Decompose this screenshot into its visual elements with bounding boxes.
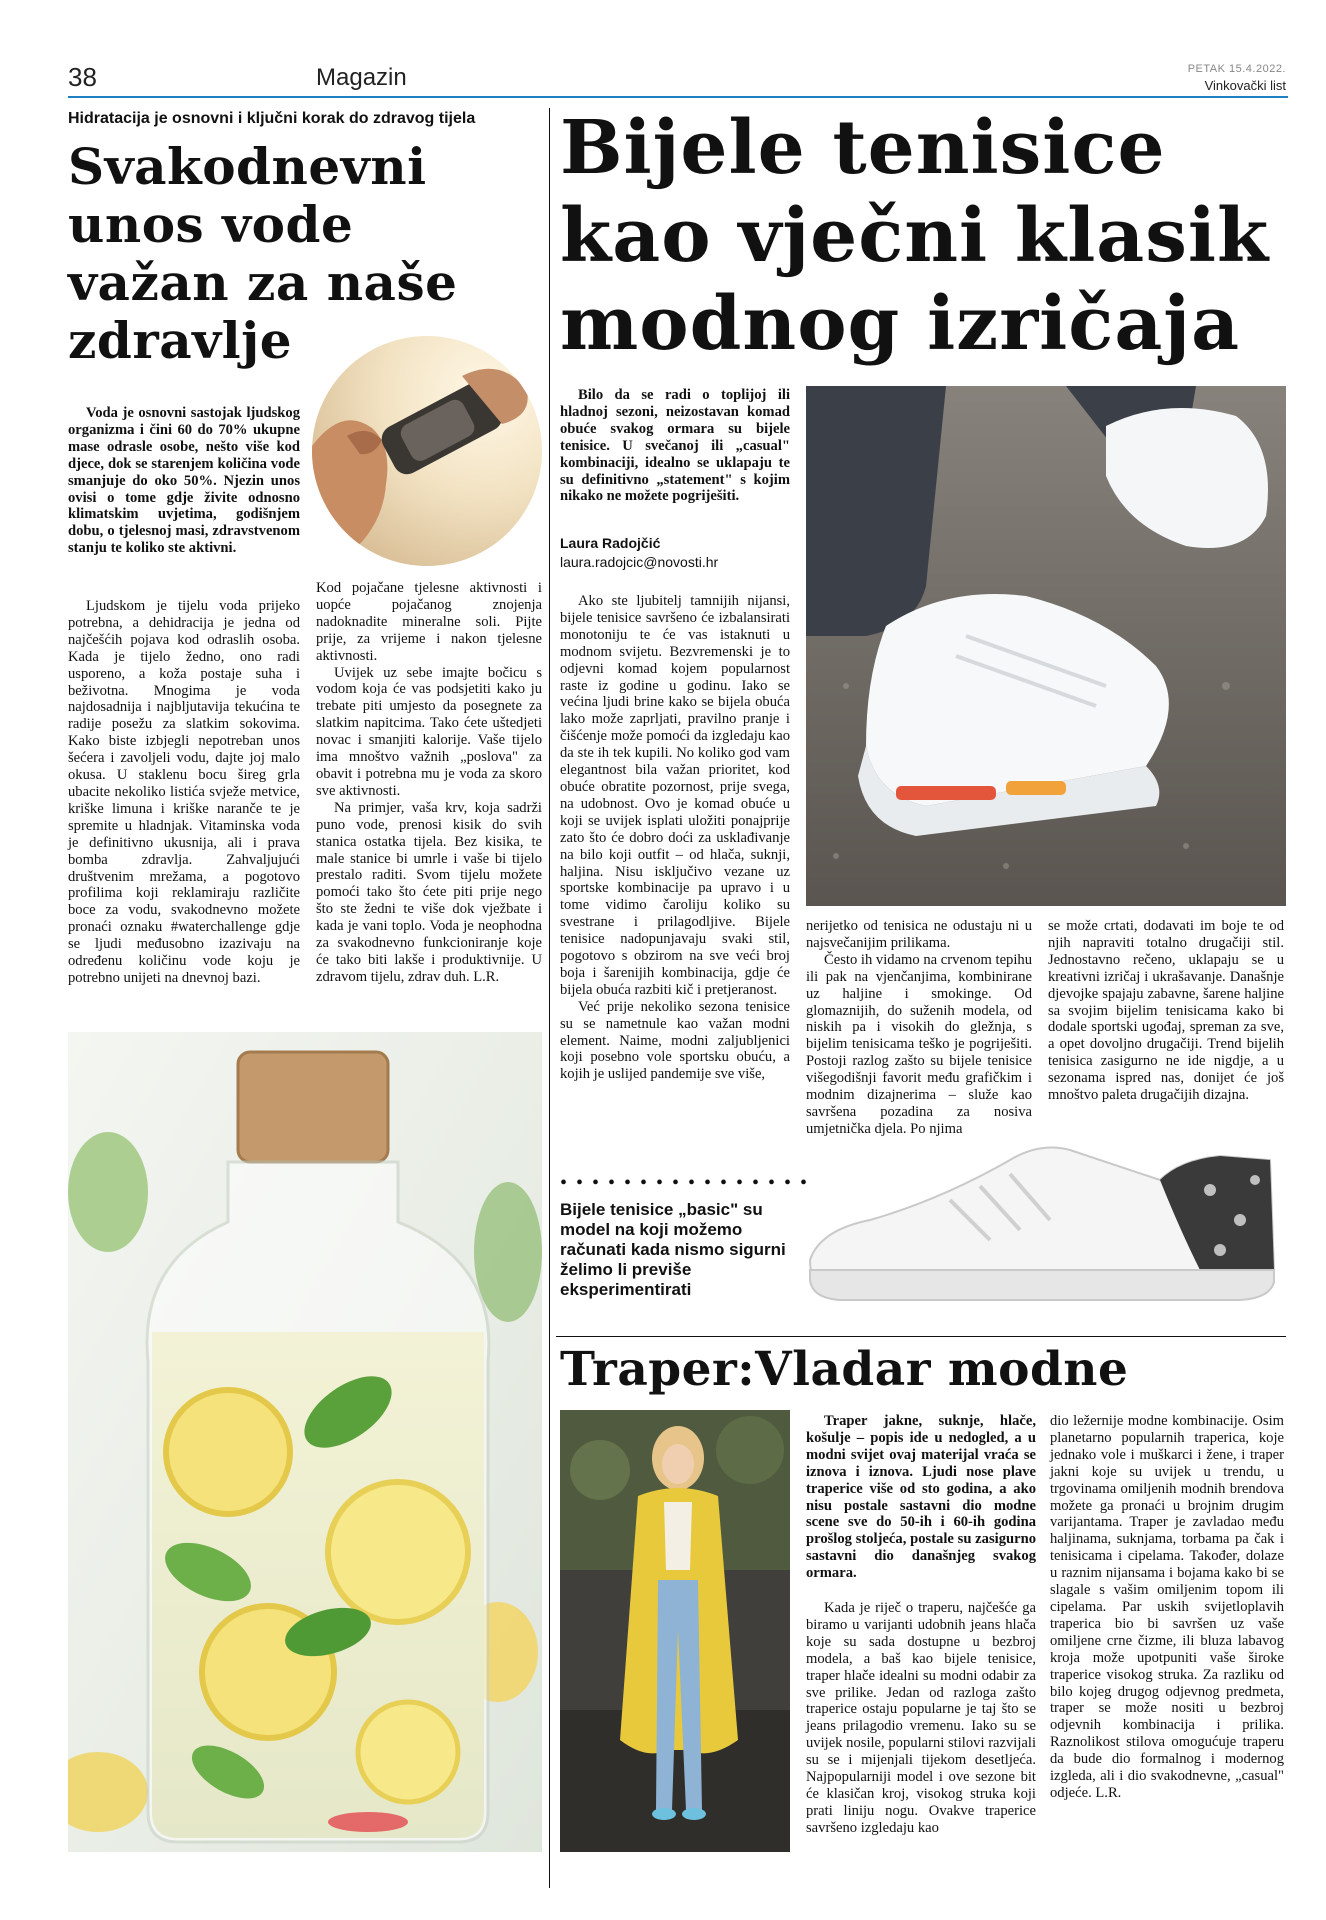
sneakers-body-col3: se može crtati, dodavati im boje te od njih napraviti totalno drugačiji stil. Jednostavno rečeno, uklapaju se u kreativni izričaj i ukrašavanje. Današnje djevojke spajaju zabavne, šarene haljine sa svojim bijelim tenisicama kako bi dodale sportski ugođaj, spreman za sve, a opet dovoljno drugačiji. Trend bijelih tenisica zasigurno ne ide nigdje, a u sezonama ispred nas, donijet će još mnoštvo paleta drugačijih dizajna. — [1048, 918, 1284, 1104]
denim-outfit-icon — [560, 1410, 790, 1852]
pull-quote: Bijele tenisice „basic" su model na koji možemo računati kada nismo sigurni želimo li previše eksperimentirati — [560, 1200, 786, 1299]
sneakers-title: Bijele tenisice kao vječni klasik modnog izričaja — [560, 105, 1270, 367]
section-name: Magazin — [316, 64, 407, 91]
author-name: Laura Radojčić — [560, 535, 661, 551]
author-email[interactable]: laura.radojcic@novosti.hr — [560, 554, 719, 570]
paper-name: Vinkovački list — [1204, 78, 1286, 93]
infused-water-bottle-icon — [68, 1032, 542, 1852]
water-kicker: Hidratacija je osnovni i ključni korak do zdravog tijela — [68, 110, 476, 127]
denim-lead: Traper jakne, suknje, hlače, košulje – popis ide u nedogled, a u modni svijet ovaj materijal vraća se iznova i iznova. Ljudi nose plave traperice više od sto godina, a ako nisu postale sastavni dio modne scene sve do 50-ih i 60-ih godina prošlog stoljeća, postale su zasigurno sastavni dio današnjeg svakog ormara. — [806, 1413, 1036, 1582]
water-body-col1: Ljudskom je tijelu voda prijeko potrebna, a dehidracija je jedna od najčešćih pojava kod odraslih osoba. Kada je tijelo žedno, ono radi usporeno, a koža postaje suha i beživotna. Mnogima je voda najdosadnija i najbljutavija tekućina te radije posežu za slatkim sokovima. Kako biste izbjegli nepotreban unos šećera i zavoljeli vodu, dajte joj malo okusa. U staklenu bocu šireg grla ubacite nekoliko listića svježe metvice, kriške limuna i kriške naranče te je spremite u hladnjak. Vitaminska voda je definitivno ukusnija, ali i prava bomba zdravlja. Zahvaljujući društvenim mrežama, a pogotovo profilima koji reklamiraju različite boce za vodu, svakodnevno možete pronaći oznaku #waterchallenge gdje se ljudi međusobno izazivaju na određenu količinu vode koju je potrebno unijeti na dnevnoj bazi. — [68, 598, 300, 986]
column-divider — [549, 108, 550, 1888]
denim-title: Traper:Vladar modne — [560, 1342, 1129, 1397]
pull-quote-dots: •••••••••••••••• — [560, 1172, 817, 1194]
issue-date: PETAK 15.4.2022. — [1187, 63, 1286, 75]
water-body-col2: Kod pojačane tjelesne aktivnosti i uopće pojačanog znojenja nadoknadite mineralne soli. Pijte prije, za vrijeme i nakon tjelesne aktivnosti. Uvijek uz sebe imajte bočicu s vodom koja će vas podsjetiti kako ju trebate piti umjesto da posegnete za slatkim napitcima. Tako ćete uštedjeti novac i smanjiti kalorije. Vaše tijelo ima mnoštvo važnih „poslova" za obavit i potrebna mu je voda za skoro sve aktivnosti. Na primjer, vaša krv, koja sadrži puno vode, prenosi kisik do svih stanica ostatka tijela. Bez kisika, te male stanice bi umrle i vaše bi tijelo prestalo raditi. Svom tijelu možete pomoći tako što ćete piti prije nego što ste žedni te više dok vježbate i kada je vani toplo. Voda je neophodna za svakodnevno funkcioniranje koje će tako biti lakše i produktivnije. U zdravom tijelu, zdrav duh. L.R. — [316, 580, 542, 985]
page-number: 38 — [68, 62, 97, 92]
white-sneaker-product-icon — [800, 1120, 1280, 1320]
sneakers-lead: Bilo da se radi o toplijoj ili hladnoj sezoni, neizostavan komad obuće svakog ormara su bijele tenisice. U svečanoj ili „casual" kombinaciji, idealno se uklapaju te su definitivno „statement" s kojim nikako ne možete pogriješiti. — [560, 387, 790, 505]
water-title: Svakodnevni unos vode važan za naše zdravlje — [68, 137, 458, 370]
denim-body-col2: dio ležernije modne kombinacije. Osim planetarno popularnih traperica, koje jednako vole i muškarci i žene, i traper jakni koje su uvijek u trendu, u trgovinama omiljenih modnih brendova možete ga pronaći u brojnim drugim varijantama. Traper je zavladao među haljinama, suknjama, torbama pa čak i tenisicama i cipelama. Također, dolaze u raznim nijansama i bojama kako bi se slagale s vašim omiljenim topom ili cipelama. Par uskih svijetloplavih traperica bio bi savršen uz vaše omiljene crne čizme, ili bluza labavog kroja može upotpuniti vaše široke traperice visokog struka. Za razliku od bilo kojeg drugog odjevnog predmeta, traper se može nositi u bezbroj odjevnih kombinacija i prilika. Raznolikost stilova omogućuje traperu da bude dio formalnog i modernog izgleda, ali i dio svakodnevne, „casual" odjeće. L.R. — [1050, 1413, 1284, 1801]
denim-body-col1: Kada je riječ o traperu, najčešće ga biramo u varijanti udobnih jeans hlača koje su sada dostupne u bezbroj modela, a baš kao bijele tenisice, traper hlače idealni su modni odabir za sve prilike. Jedan od razloga zašto traperice ostaju popularne je taj što se jeans prilagodio vremenu. Iako su se uvijek nosile, popularni stilovi razvijali su se i mijenjali tijekom desetljeća. Najpopularniji model i ove sezone bit će klasičan kroj, visokog struka koji prati liniju nogu. Ovakve traperice savršeno izgledaju kao — [806, 1600, 1036, 1836]
header-rule — [68, 96, 1288, 98]
white-sneakers-icon — [806, 386, 1286, 906]
sneakers-body-col1: Ako ste ljubitelj tamnijih nijansi, bijele tenisice savršeno će izbalansirati monotoniju te će vas istaknuti u modnom svijetu. Bezvremenski je to odjevni komad kojem popularnost raste iz godine u godinu. Iako se većina ljudi brine kako se bijela obuća lako može zaprljati, pravilno pranje i čišćenje može pomoći da izgledaju kao da ste ih tek kupili. No koliko god vam elegantnost bila važan prioritet, kod obuće obratite pozornost, prije svega, na udobnost. Ovo je komad obuće u koji se uvijek isplati uložiti ponajprije zato što će dobro doći za usklađivanje na bilo koji outfit – od hlača, suknji, haljina. Nisu isključivo vezane uz sportske kombinacije pa upravo i u tome vidimo čaroliju koliko su svestrane i prilagodljive. Bijele tenisice nadopunjavaju svaki stil, pogotovo s obzirom na sve veći broj boja i šarenijih kombinacija, gdje će bijela obuća razbiti kič i pretjeranost. Već prije nekoliko sezona tenisice su se nametnule kao važan modni element. Naime, modni zaljubljenici koji posebno vole sportsku obuću, a kojih je uslijed pandemije sve više, — [560, 593, 790, 1083]
sneakers-body-col2: nerijetko od tenisica ne odustaju ni u najsvečanijim prilikama. Često ih vidamo na crvenom tepihu ili pak na vjenčanjima, kombinirane uz haljine i smokinge. Od glomaznijih, do suženih modela, od niskih pa i visokih do gležnja, s bijelim tenisicama teško je pogriješiti. Postoji razlog zašto su bijele tenisice višegodišnji favorit među grafičkim i modnim dizajnerima – služe kao savršena pozadina za nosiva umjetnička djela. Po njima — [806, 918, 1032, 1137]
section-divider — [556, 1336, 1286, 1337]
woman-drinking-water-icon — [312, 336, 542, 566]
water-lead: Voda je osnovni sastojak ljudskog organizma i čini 60 do 70% ukupne mase odrasle osobe, nešto više kod djece, dok se starenjem količina vode smanjuje do oko 50%. Njezin unos ovisi o tome gdje živite odnosno klimatskim uvjetima, godišnjem dobu, o tjelesnoj masi, zdravstvenom stanju te koliko ste aktivni. — [68, 405, 300, 557]
